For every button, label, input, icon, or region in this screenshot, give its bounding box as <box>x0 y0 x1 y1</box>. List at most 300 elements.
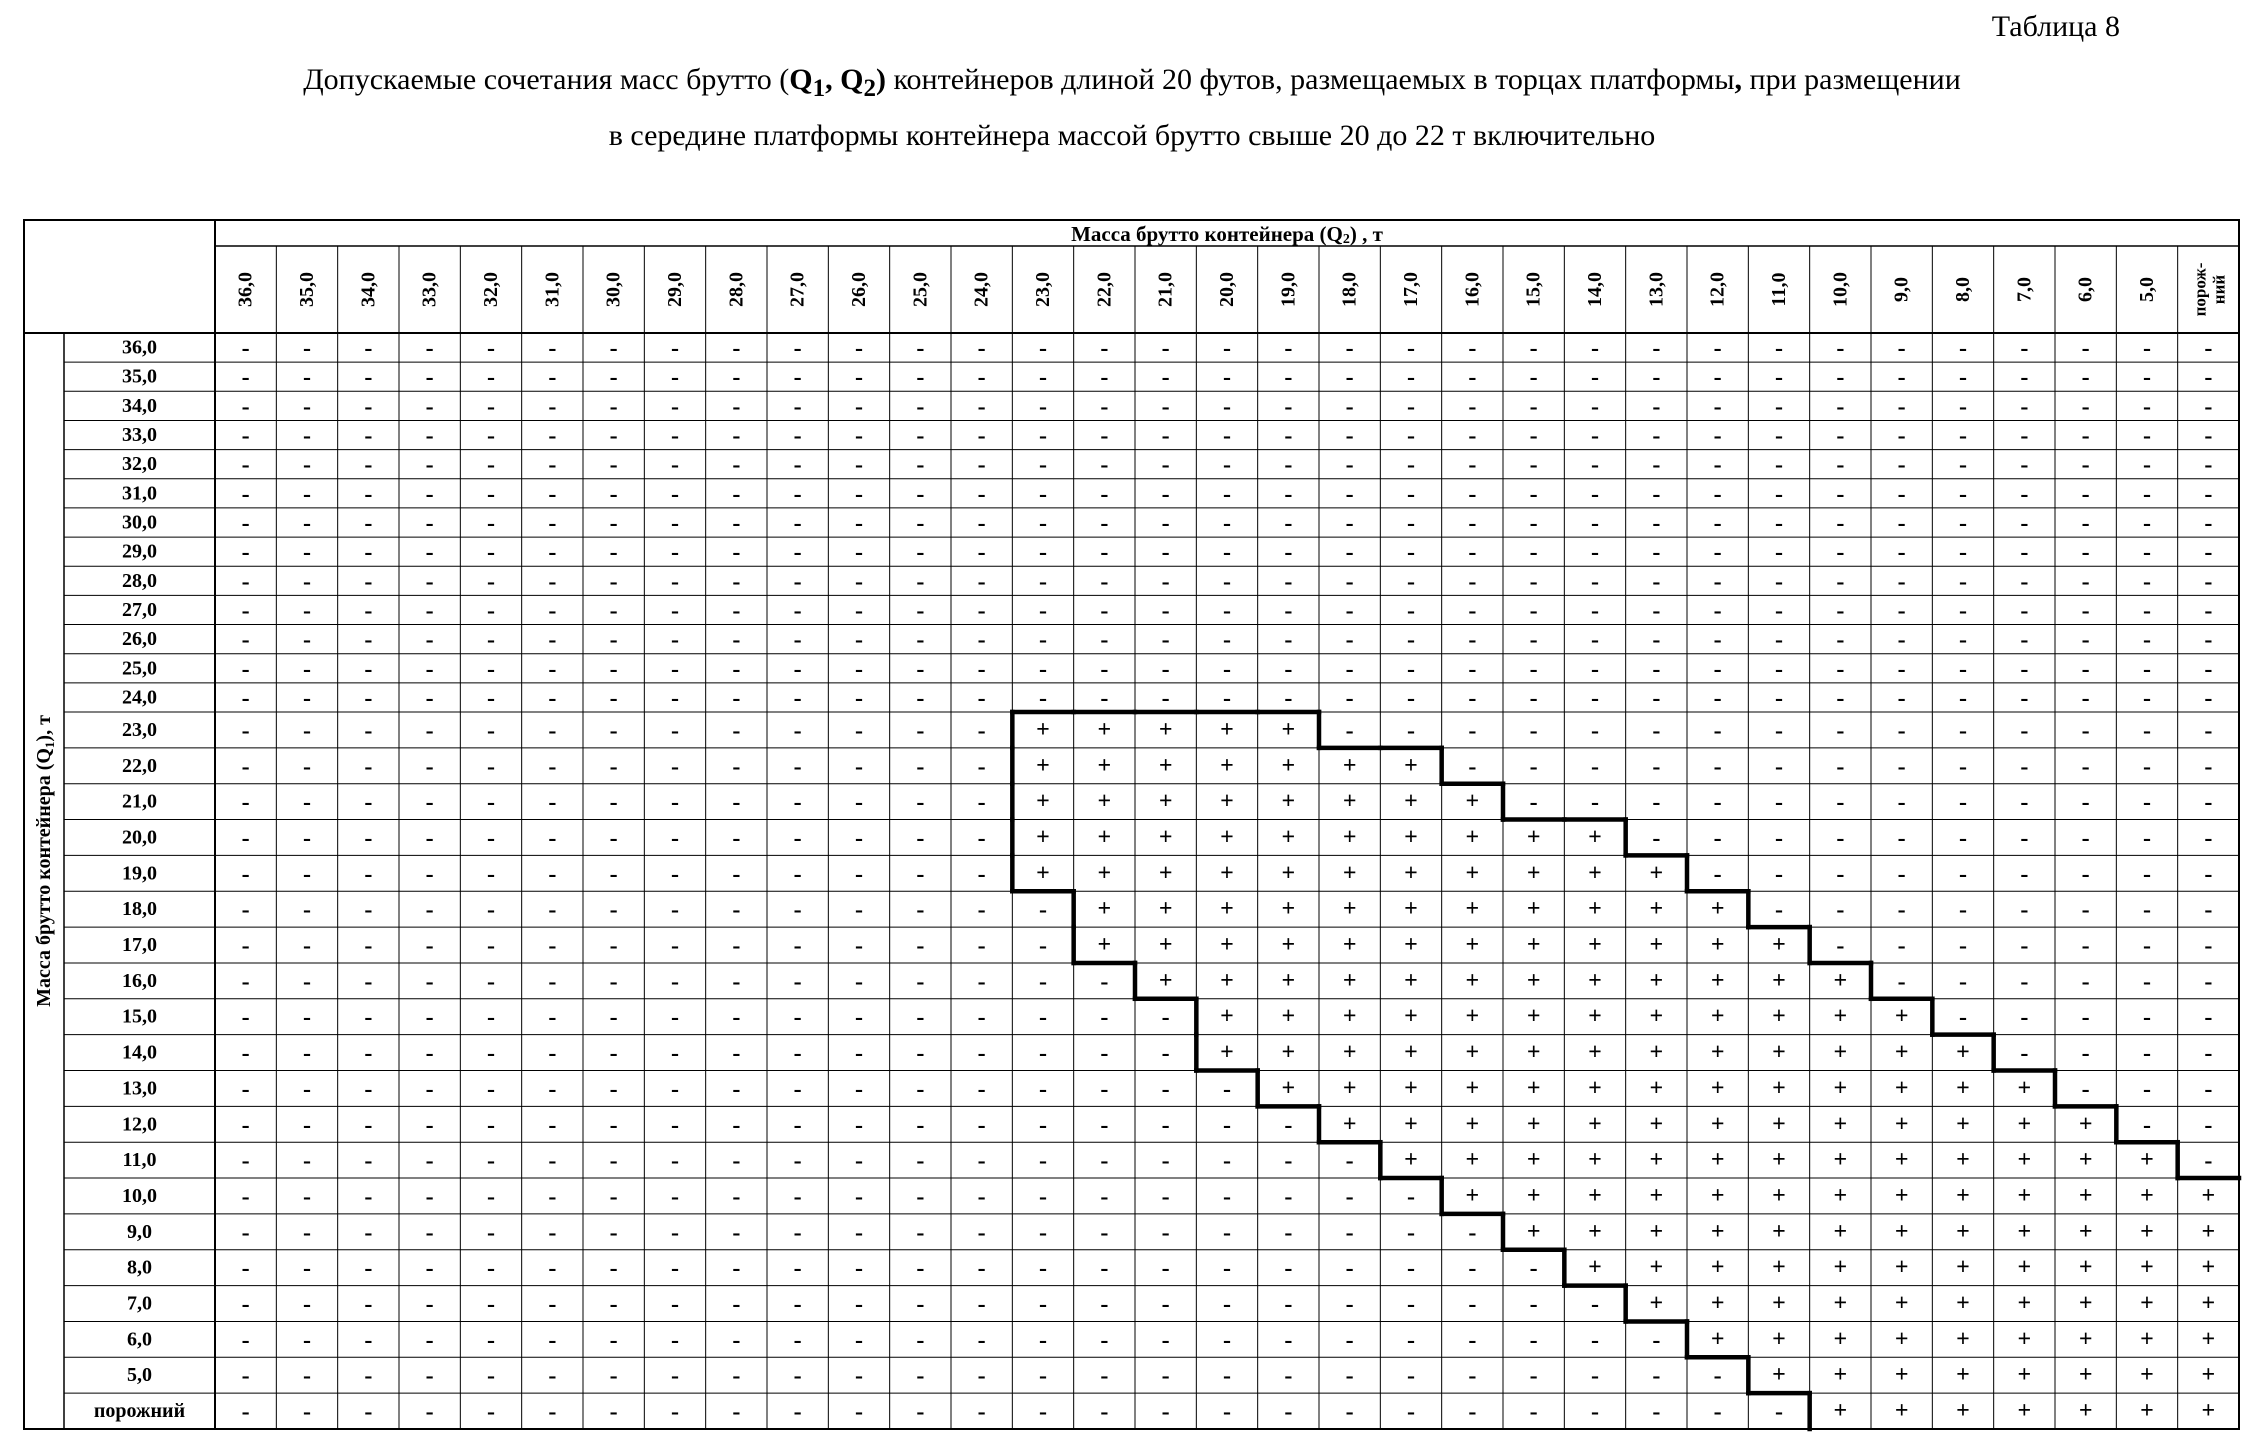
cell-not-allowed-mark: - <box>732 685 741 712</box>
cell-not-allowed-mark: - <box>732 825 741 852</box>
cell-not-allowed-mark: - <box>241 861 250 888</box>
cell-not-allowed-mark: - <box>1591 481 1599 508</box>
column-label: 20,0 <box>1216 272 1238 307</box>
cell-not-allowed-mark: - <box>1407 1183 1415 1210</box>
cell-not-allowed-mark: - <box>1223 656 1231 683</box>
cell-not-allowed-mark: - <box>548 825 557 852</box>
cell-not-allowed-mark: - <box>793 1255 802 1282</box>
cell-allowed-mark: + <box>2017 1362 2032 1389</box>
cell-not-allowed-mark: - <box>977 393 986 420</box>
cell-not-allowed-mark: - <box>1039 1399 1047 1426</box>
cell-not-allowed-mark: - <box>732 789 741 816</box>
column-label: 24,0 <box>970 272 993 307</box>
cell-not-allowed-mark: - <box>916 1076 925 1103</box>
cell-not-allowed-mark: - <box>487 1363 495 1390</box>
cell-not-allowed-mark: - <box>793 510 802 537</box>
row-label: 36,0 <box>122 336 157 359</box>
cell-allowed-mark: + <box>2140 1362 2154 1389</box>
column-label: 10,0 <box>1829 272 1852 307</box>
cell-allowed-mark: + <box>1465 1182 1480 1209</box>
cell-not-allowed-mark: - <box>2020 789 2029 816</box>
title-comma: , <box>1734 63 1743 96</box>
cell-not-allowed-mark: - <box>364 1076 373 1103</box>
cell-not-allowed-mark: - <box>671 1255 679 1282</box>
column-label: 27,0 <box>786 272 809 307</box>
cell-not-allowed-mark: - <box>1039 685 1047 712</box>
cell-not-allowed-mark: - <box>732 481 741 508</box>
cell-not-allowed-mark: - <box>241 1004 250 1031</box>
cell-not-allowed-mark: - <box>1284 423 1293 450</box>
cell-not-allowed-mark: - <box>671 597 679 624</box>
cell-not-allowed-mark: - <box>2204 627 2213 654</box>
cell-not-allowed-mark: - <box>2020 717 2029 744</box>
cell-not-allowed-mark: - <box>671 364 679 391</box>
cell-not-allowed-mark: - <box>1713 1363 1722 1390</box>
cell-not-allowed-mark: - <box>916 1040 925 1067</box>
cell-allowed-mark: + <box>1281 896 1296 923</box>
cell-not-allowed-mark: - <box>1161 597 1170 624</box>
row-label: 29,0 <box>122 540 157 563</box>
cell-allowed-mark: + <box>1649 1075 1664 1102</box>
cell-allowed-mark: + <box>1894 1039 1909 1066</box>
cell-not-allowed-mark: - <box>364 510 373 537</box>
cell-not-allowed-mark: - <box>855 789 863 816</box>
cell-not-allowed-mark: - <box>303 897 311 924</box>
column-label: 8,0 <box>1952 277 1974 302</box>
cell-not-allowed-mark: - <box>1345 423 1354 450</box>
cell-not-allowed-mark: - <box>916 656 925 683</box>
cell-not-allowed-mark: - <box>1407 1399 1415 1426</box>
cell-not-allowed-mark: - <box>1284 1219 1293 1246</box>
cell-not-allowed-mark: - <box>732 1219 741 1246</box>
cell-not-allowed-mark: - <box>548 897 557 924</box>
cell-not-allowed-mark: - <box>1652 481 1661 508</box>
cell-not-allowed-mark: - <box>1713 364 1722 391</box>
cell-not-allowed-mark: - <box>977 423 986 450</box>
cell-not-allowed-mark: - <box>793 627 802 654</box>
cell-allowed-mark: + <box>1833 1254 1848 1281</box>
row-label: 17,0 <box>122 934 157 957</box>
cell-not-allowed-mark: - <box>303 452 311 479</box>
cell-allowed-mark: + <box>1220 967 1234 994</box>
cell-allowed-mark: + <box>1220 932 1234 959</box>
cell-not-allowed-mark: - <box>977 1004 986 1031</box>
cell-not-allowed-mark: - <box>1100 481 1109 508</box>
cell-allowed-mark: + <box>1342 752 1357 779</box>
cell-not-allowed-mark: - <box>1529 423 1538 450</box>
cell-not-allowed-mark: - <box>609 393 618 420</box>
cell-not-allowed-mark: - <box>855 335 863 362</box>
cell-not-allowed-mark: - <box>793 335 802 362</box>
cell-not-allowed-mark: - <box>1100 452 1109 479</box>
cell-not-allowed-mark: - <box>2143 335 2151 362</box>
cell-allowed-mark: + <box>1158 824 1173 851</box>
cell-not-allowed-mark: - <box>2020 1004 2029 1031</box>
cell-allowed-mark: + <box>1404 860 1418 887</box>
cell-not-allowed-mark: - <box>1652 539 1661 566</box>
cell-not-allowed-mark: - <box>1345 364 1354 391</box>
cell-not-allowed-mark: - <box>364 968 373 995</box>
title-q-sub-1: 1 <box>812 75 826 102</box>
cell-not-allowed-mark: - <box>1897 393 1906 420</box>
cell-not-allowed-mark: - <box>1529 753 1538 780</box>
cell-not-allowed-mark: - <box>1652 685 1661 712</box>
cell-allowed-mark: + <box>1220 1003 1234 1030</box>
cell-not-allowed-mark: - <box>1223 393 1231 420</box>
cell-not-allowed-mark: - <box>241 1327 250 1354</box>
cell-not-allowed-mark: - <box>855 627 863 654</box>
row-label: 10,0 <box>122 1184 157 1207</box>
cell-not-allowed-mark: - <box>1284 335 1293 362</box>
row-label: 15,0 <box>122 1005 157 1028</box>
cell-allowed-mark: + <box>1465 1147 1480 1174</box>
cell-allowed-mark: + <box>2140 1147 2154 1174</box>
cell-not-allowed-mark: - <box>364 825 373 852</box>
cell-not-allowed-mark: - <box>1591 789 1599 816</box>
cell-not-allowed-mark: - <box>1223 452 1231 479</box>
cell-allowed-mark: + <box>1956 1254 1970 1281</box>
cell-not-allowed-mark: - <box>1284 510 1293 537</box>
cell-not-allowed-mark: - <box>1959 1004 1967 1031</box>
cell-not-allowed-mark: - <box>2204 364 2213 391</box>
cell-allowed-mark: + <box>2078 1290 2093 1317</box>
cell-not-allowed-mark: - <box>303 1363 311 1390</box>
cell-not-allowed-mark: - <box>364 861 373 888</box>
cell-not-allowed-mark: - <box>2204 1040 2213 1067</box>
cell-not-allowed-mark: - <box>1529 1363 1538 1390</box>
cell-not-allowed-mark: - <box>1223 481 1231 508</box>
cell-not-allowed-mark: - <box>609 1219 618 1246</box>
cell-allowed-mark: + <box>1036 752 1050 779</box>
cell-not-allowed-mark: - <box>916 1255 925 1282</box>
cell-not-allowed-mark: - <box>487 968 495 995</box>
cell-not-allowed-mark: - <box>1959 968 1967 995</box>
cell-not-allowed-mark: - <box>977 1148 986 1175</box>
cell-not-allowed-mark: - <box>1223 1219 1231 1246</box>
cell-not-allowed-mark: - <box>977 510 986 537</box>
cell-allowed-mark: + <box>1036 860 1050 887</box>
cell-not-allowed-mark: - <box>855 1255 863 1282</box>
cell-not-allowed-mark: - <box>1100 597 1109 624</box>
cell-not-allowed-mark: - <box>1468 568 1477 595</box>
cell-not-allowed-mark: - <box>977 539 986 566</box>
cell-not-allowed-mark: - <box>1897 933 1906 960</box>
cell-not-allowed-mark: - <box>364 481 373 508</box>
cell-not-allowed-mark: - <box>425 825 434 852</box>
cell-not-allowed-mark: - <box>487 1291 495 1318</box>
cell-not-allowed-mark: - <box>548 364 557 391</box>
cell-allowed-mark: + <box>1649 896 1664 923</box>
cell-not-allowed-mark: - <box>2081 539 2090 566</box>
cell-not-allowed-mark: - <box>1345 335 1354 362</box>
cell-not-allowed-mark: - <box>671 789 679 816</box>
cell-not-allowed-mark: - <box>425 364 434 391</box>
cell-not-allowed-mark: - <box>671 825 679 852</box>
cell-allowed-mark: + <box>1281 716 1296 743</box>
cell-not-allowed-mark: - <box>977 1219 986 1246</box>
cell-not-allowed-mark: - <box>1836 627 1845 654</box>
cell-not-allowed-mark: - <box>1100 393 1109 420</box>
cell-allowed-mark: + <box>1833 1111 1848 1138</box>
cell-not-allowed-mark: - <box>487 1004 495 1031</box>
cell-not-allowed-mark: - <box>1959 510 1967 537</box>
cell-not-allowed-mark: - <box>2081 789 2090 816</box>
cell-not-allowed-mark: - <box>916 364 925 391</box>
cell-not-allowed-mark: - <box>548 789 557 816</box>
cell-allowed-mark: + <box>1649 1254 1664 1281</box>
cell-not-allowed-mark: - <box>2081 861 2090 888</box>
cell-not-allowed-mark: - <box>241 789 250 816</box>
row-label: 16,0 <box>122 969 157 992</box>
cell-not-allowed-mark: - <box>548 1327 557 1354</box>
cell-not-allowed-mark: - <box>1591 753 1599 780</box>
cell-not-allowed-mark: - <box>1591 597 1599 624</box>
cell-not-allowed-mark: - <box>303 597 311 624</box>
cell-allowed-mark: + <box>1588 1075 1602 1102</box>
cell-allowed-mark: + <box>1342 896 1357 923</box>
cell-not-allowed-mark: - <box>1039 452 1047 479</box>
cell-not-allowed-mark: - <box>609 861 618 888</box>
cell-allowed-mark: + <box>1588 896 1602 923</box>
cell-not-allowed-mark: - <box>1407 568 1415 595</box>
cell-not-allowed-mark: - <box>548 423 557 450</box>
cell-not-allowed-mark: - <box>916 753 925 780</box>
cell-allowed-mark: + <box>1404 824 1418 851</box>
cell-not-allowed-mark: - <box>855 1183 863 1210</box>
cell-allowed-mark: + <box>1894 1362 1909 1389</box>
cell-allowed-mark: + <box>1588 824 1602 851</box>
cell-not-allowed-mark: - <box>732 1291 741 1318</box>
column-label: 21,0 <box>1154 272 1177 307</box>
cell-allowed-mark: + <box>1404 1003 1418 1030</box>
cell-not-allowed-mark: - <box>916 481 925 508</box>
cell-not-allowed-mark: - <box>1959 393 1967 420</box>
cell-not-allowed-mark: - <box>1284 1363 1293 1390</box>
cell-not-allowed-mark: - <box>1223 423 1231 450</box>
cell-not-allowed-mark: - <box>1713 753 1722 780</box>
title-q-sub-2: 2 <box>863 75 876 102</box>
cell-not-allowed-mark: - <box>241 1148 250 1175</box>
cell-not-allowed-mark: - <box>1591 1399 1599 1426</box>
row-label: 27,0 <box>122 598 157 621</box>
cell-not-allowed-mark: - <box>1897 452 1906 479</box>
cell-not-allowed-mark: - <box>425 510 434 537</box>
cell-not-allowed-mark: - <box>977 861 986 888</box>
cell-not-allowed-mark: - <box>487 1040 495 1067</box>
cell-not-allowed-mark: - <box>487 568 495 595</box>
column-label: 11,0 <box>1768 272 1790 307</box>
cell-not-allowed-mark: - <box>671 685 679 712</box>
cell-not-allowed-mark: - <box>1959 568 1967 595</box>
cell-not-allowed-mark: - <box>1284 1148 1293 1175</box>
cell-not-allowed-mark: - <box>548 1076 557 1103</box>
cell-allowed-mark: + <box>1526 1039 1541 1066</box>
cell-not-allowed-mark: - <box>2143 656 2151 683</box>
cell-not-allowed-mark: - <box>2204 717 2213 744</box>
cell-not-allowed-mark: - <box>2143 685 2151 712</box>
cell-not-allowed-mark: - <box>977 968 986 995</box>
cell-allowed-mark: + <box>1097 896 1112 923</box>
cell-allowed-mark: + <box>1772 1147 1786 1174</box>
cell-not-allowed-mark: - <box>487 539 495 566</box>
cell-not-allowed-mark: - <box>1836 597 1845 624</box>
cell-not-allowed-mark: - <box>671 539 679 566</box>
cell-not-allowed-mark: - <box>2204 539 2213 566</box>
cell-not-allowed-mark: - <box>487 753 495 780</box>
cell-not-allowed-mark: - <box>1223 597 1231 624</box>
cell-not-allowed-mark: - <box>1959 452 1967 479</box>
cell-not-allowed-mark: - <box>2020 364 2029 391</box>
cell-not-allowed-mark: - <box>1345 717 1354 744</box>
cell-not-allowed-mark: - <box>303 1291 311 1318</box>
cell-not-allowed-mark: - <box>609 1076 618 1103</box>
cell-not-allowed-mark: - <box>2020 510 2029 537</box>
cell-not-allowed-mark: - <box>1039 656 1047 683</box>
cell-not-allowed-mark: - <box>487 789 495 816</box>
column-label: 15,0 <box>1522 272 1545 307</box>
cell-not-allowed-mark: - <box>1161 1399 1170 1426</box>
cell-not-allowed-mark: - <box>1897 335 1906 362</box>
cell-not-allowed-mark: - <box>1836 423 1845 450</box>
cell-not-allowed-mark: - <box>1407 481 1415 508</box>
cell-not-allowed-mark: - <box>1713 627 1722 654</box>
cell-allowed-mark: + <box>1710 1147 1725 1174</box>
cell-not-allowed-mark: - <box>2020 597 2029 624</box>
cell-not-allowed-mark: - <box>1407 1363 1415 1390</box>
cell-not-allowed-mark: - <box>1284 627 1293 654</box>
cell-not-allowed-mark: - <box>487 1148 495 1175</box>
cell-not-allowed-mark: - <box>487 933 495 960</box>
cell-not-allowed-mark: - <box>732 1399 741 1426</box>
cell-allowed-mark: + <box>1956 1398 1970 1425</box>
cell-not-allowed-mark: - <box>977 1399 986 1426</box>
cell-not-allowed-mark: - <box>609 1291 618 1318</box>
cell-allowed-mark: + <box>1833 1362 1848 1389</box>
cell-not-allowed-mark: - <box>793 656 802 683</box>
cell-not-allowed-mark: - <box>2143 1112 2151 1139</box>
cell-not-allowed-mark: - <box>1652 1363 1661 1390</box>
cell-not-allowed-mark: - <box>548 1183 557 1210</box>
cell-not-allowed-mark: - <box>1284 481 1293 508</box>
cell-allowed-mark: + <box>1220 824 1234 851</box>
cell-not-allowed-mark: - <box>1897 627 1906 654</box>
row-label: 14,0 <box>122 1041 157 1064</box>
cell-not-allowed-mark: - <box>1529 393 1538 420</box>
cell-not-allowed-mark: - <box>364 1219 373 1246</box>
cell-not-allowed-mark: - <box>1223 685 1231 712</box>
cell-not-allowed-mark: - <box>977 1112 986 1139</box>
cell-not-allowed-mark: - <box>1284 1327 1293 1354</box>
cell-not-allowed-mark: - <box>548 1219 557 1246</box>
row-label: 26,0 <box>122 628 157 651</box>
cell-not-allowed-mark: - <box>1468 452 1477 479</box>
cell-allowed-mark: + <box>1465 1075 1480 1102</box>
cell-not-allowed-mark: - <box>2143 897 2151 924</box>
cell-not-allowed-mark: - <box>2081 656 2090 683</box>
cell-not-allowed-mark: - <box>303 717 311 744</box>
cell-not-allowed-mark: - <box>1039 423 1047 450</box>
cell-not-allowed-mark: - <box>1775 481 1783 508</box>
cell-not-allowed-mark: - <box>1468 335 1477 362</box>
cell-not-allowed-mark: - <box>2081 481 2090 508</box>
cell-not-allowed-mark: - <box>916 1219 925 1246</box>
cell-allowed-mark: + <box>1956 1362 1970 1389</box>
cell-not-allowed-mark: - <box>364 717 373 744</box>
cell-not-allowed-mark: - <box>977 1183 986 1210</box>
cell-not-allowed-mark: - <box>732 717 741 744</box>
cell-allowed-mark: + <box>1404 752 1418 779</box>
cell-not-allowed-mark: - <box>1652 789 1661 816</box>
cell-allowed-mark: + <box>1588 967 1602 994</box>
cell-not-allowed-mark: - <box>364 597 373 624</box>
cell-not-allowed-mark: - <box>793 393 802 420</box>
cell-allowed-mark: + <box>1833 1075 1848 1102</box>
cell-allowed-mark: + <box>2201 1398 2216 1425</box>
cell-not-allowed-mark: - <box>364 335 373 362</box>
cell-not-allowed-mark: - <box>1407 717 1415 744</box>
row-label: 11,0 <box>122 1149 157 1172</box>
cell-allowed-mark: + <box>1710 1326 1725 1353</box>
cell-not-allowed-mark: - <box>303 364 311 391</box>
cell-not-allowed-mark: - <box>548 1255 557 1282</box>
cell-not-allowed-mark: - <box>425 1183 434 1210</box>
cell-not-allowed-mark: - <box>1897 897 1906 924</box>
cell-allowed-mark: + <box>1772 967 1786 994</box>
cell-allowed-mark: + <box>1772 1111 1786 1138</box>
cell-not-allowed-mark: - <box>1407 685 1415 712</box>
cell-not-allowed-mark: - <box>1959 717 1967 744</box>
cell-not-allowed-mark: - <box>793 717 802 744</box>
cell-not-allowed-mark: - <box>1284 364 1293 391</box>
cell-not-allowed-mark: - <box>855 510 863 537</box>
cell-allowed-mark: + <box>1036 824 1050 851</box>
cell-not-allowed-mark: - <box>855 825 863 852</box>
cell-not-allowed-mark: - <box>1836 393 1845 420</box>
cell-not-allowed-mark: - <box>977 1076 986 1103</box>
cell-not-allowed-mark: - <box>425 753 434 780</box>
row-label: 31,0 <box>122 482 157 505</box>
cell-not-allowed-mark: - <box>732 1327 741 1354</box>
cell-not-allowed-mark: - <box>1100 1076 1109 1103</box>
cell-not-allowed-mark: - <box>1345 627 1354 654</box>
cell-not-allowed-mark: - <box>793 789 802 816</box>
cell-not-allowed-mark: - <box>609 364 618 391</box>
row-label: 8,0 <box>127 1256 152 1279</box>
cell-not-allowed-mark: - <box>1713 789 1722 816</box>
cell-not-allowed-mark: - <box>1223 1112 1231 1139</box>
cell-not-allowed-mark: - <box>2143 933 2151 960</box>
cell-allowed-mark: + <box>1833 1147 1848 1174</box>
cell-not-allowed-mark: - <box>1713 717 1722 744</box>
cell-allowed-mark: + <box>1404 1147 1418 1174</box>
cell-not-allowed-mark: - <box>793 1399 802 1426</box>
cell-not-allowed-mark: - <box>1959 423 1967 450</box>
cell-not-allowed-mark: - <box>548 753 557 780</box>
cell-not-allowed-mark: - <box>1161 1183 1170 1210</box>
cell-allowed-mark: + <box>1342 1111 1357 1138</box>
cell-not-allowed-mark: - <box>1897 656 1906 683</box>
cell-not-allowed-mark: - <box>1223 1327 1231 1354</box>
cell-allowed-mark: + <box>2078 1182 2093 1209</box>
cell-not-allowed-mark: - <box>1161 393 1170 420</box>
cell-not-allowed-mark: - <box>793 968 802 995</box>
column-label: 29,0 <box>664 272 686 307</box>
cell-allowed-mark: + <box>1649 1111 1664 1138</box>
cell-not-allowed-mark: - <box>1897 423 1906 450</box>
cell-not-allowed-mark: - <box>916 1183 925 1210</box>
cell-not-allowed-mark: - <box>241 968 250 995</box>
cell-not-allowed-mark: - <box>732 1040 741 1067</box>
